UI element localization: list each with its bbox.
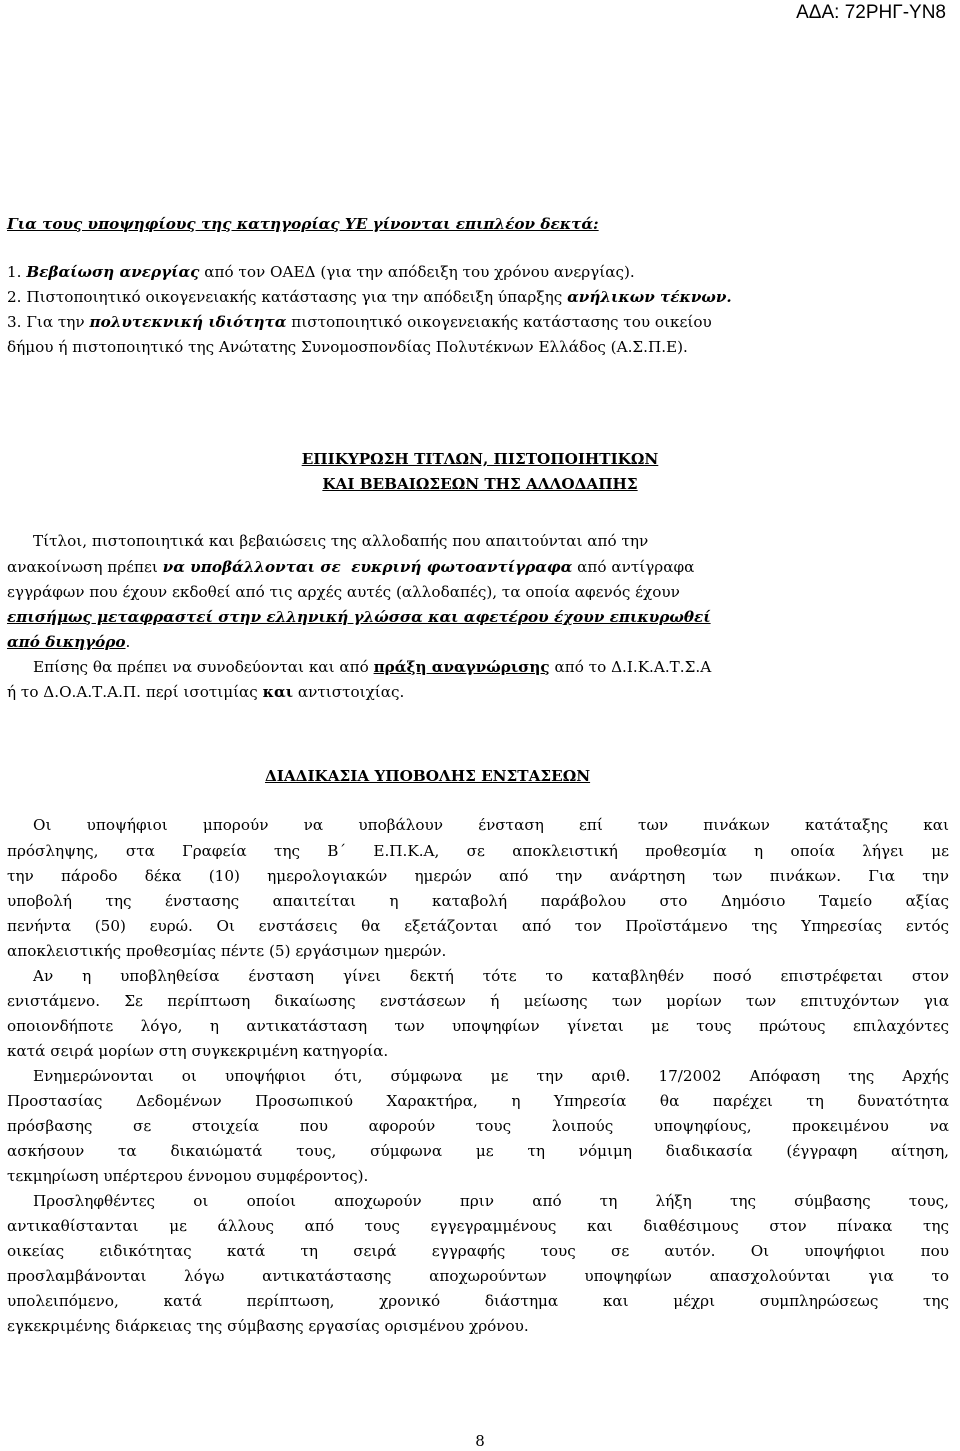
validation-line-2a: ανακοίνωση πρέπει [7, 558, 163, 576]
objections-line: τεκμηρίωση υπέρτερου έννομου συμφέροντος). [7, 1167, 369, 1185]
validation-line-2b: να υποβάλλονται σε ευκρινή φωτοαντίγραφα [162, 558, 573, 576]
objections-line: προσλαμβάνονται λόγω αντικατάστασης αποχωρούντων υποψηφίων απασχολούνται για το [7, 1267, 949, 1285]
ye-item-2-num: 2. [7, 288, 27, 306]
validation-line-7c: αντιστοιχίας. [293, 683, 405, 701]
objections-line: Προστασίας Δεδομένων Προσωπικού Χαρακτήρα, η Υπηρεσία θα παρέχει τη δυνατότητα [7, 1092, 949, 1110]
objections-line: την πάροδο δέκα (10) ημερολογιακών ημερών από την ανάρτηση των πινάκων. Για την [7, 867, 949, 885]
validation-line-4: επισήμως μεταφραστεί στην ελληνική γλώσσα και αφετέρου έχουν επικυρωθεί [7, 608, 711, 626]
objections-title: ΔΙΑΔΙΚΑΣΙΑ ΥΠΟΒΟΛΗΣ ΕΝΣΤΑΣΕΩΝ [265, 767, 591, 785]
validation-line-1: Τίτλοι, πιστοποιητικά και βεβαιώσεις της αλλοδαπής που απαιτούνται από την [33, 532, 649, 550]
ye-item-1 [7, 260, 635, 284]
ye-item-1-num: 1. [7, 263, 27, 281]
validation-line-2 [7, 555, 694, 579]
validation-line-6b: πράξη αναγνώρισης [373, 658, 550, 676]
validation-line-5 [7, 630, 130, 654]
ye-item-1-rest: από τον ΟΑΕΔ (για την απόδειξη του χρόνου ανεργίας). [199, 263, 635, 281]
objections-line: Προσληφθέντες οι οποίοι αποχωρούν πριν από τη λήξη της σύμβασης τους, [33, 1192, 949, 1210]
objections-line: ενιστάμενο. Σε περίπτωση δικαίωσης ενστάσεων ή μείωσης των μορίων των επιτυχόντων για [7, 992, 949, 1010]
validation-line-2c: από αντίγραφα [572, 558, 695, 576]
validation-line-3: εγγράφων που έχουν εκδοθεί από τις αρχές αυτές (αλλοδαπές), τα οποία αφενός έχουν [7, 583, 680, 601]
validation-line-5-bold: από δικηγόρο [7, 633, 126, 651]
objections-line: αντικαθίστανται με άλλους από τους εγγεγραμμένους και διαθέσιμους στον πίνακα της [7, 1217, 949, 1235]
objections-line: Οι υποψήφιοι μπορούν να υποβάλουν ένσταση επί των πινάκων κατάταξης και [33, 816, 949, 834]
ye-item-1-bold: Βεβαίωση ανεργίας [26, 263, 200, 281]
ye-item-2-bold: ανήλικων τέκνων. [567, 288, 732, 306]
objections-line: αποκλειστικής προθεσμίας πέντε (5) εργάσιμων ημερών. [7, 942, 447, 960]
ada-code: ΑΔΑ: 72ΡΗΓ-ΥΝ8 [796, 2, 946, 23]
validation-line-5-dot: . [125, 633, 131, 651]
objections-line: πενήντα (50) ευρώ. Οι ενστάσεις θα εξετάζονται από τον Προϊστάμενο της Υπηρεσίας εντός [7, 917, 949, 935]
ye-item-3-bold: πολυτεκνική ιδιότητα [89, 313, 287, 331]
validation-line-6 [33, 655, 711, 679]
ye-item-3-rest1: πιστοποιητικό οικογενειακής κατάστασης του οικείου [286, 313, 712, 331]
objections-line: υποβολή της ένστασης απαιτείται η καταβολή παράβολου στο Δημόσιο Ταμείο αξίας [7, 892, 949, 910]
validation-line-6a: Επίσης θα πρέπει να συνοδεύονται και από [33, 658, 374, 676]
objections-line: οποιονδήποτε λόγο, η αντικατάσταση των υποψηφίων γίνεται με τους πρώτους επιλαχόντες [7, 1017, 949, 1035]
validation-line-7a: ή το Δ.Ο.Α.Τ.Α.Π. περί ισοτιμίας [7, 683, 263, 701]
validation-line-7 [7, 680, 404, 704]
objections-line: Ενημερώνονται οι υποψήφιοι ότι, σύμφωνα με την αριθ. 17/2002 Απόφαση της Αρχής [33, 1067, 949, 1085]
validation-title-2: ΚΑΙ ΒΕΒΑΙΩΣΕΩΝ ΤΗΣ ΑΛΛΟΔΑΠΗΣ [322, 475, 638, 493]
validation-line-7b: και [262, 683, 294, 701]
ye-item-3-pre: Για την [26, 313, 90, 331]
ye-item-3-num: 3. [7, 313, 27, 331]
page-number: 8 [475, 1432, 485, 1450]
objections-line: πρόσβασης σε στοιχεία που αφορούν τους λοιπούς υποψηφίους, προκειμένου να [7, 1117, 949, 1135]
ye-item-3 [7, 310, 712, 334]
ye-item-2 [7, 285, 732, 309]
objections-line: Αν η υποβληθείσα ένσταση γίνει δεκτή τότε το καταβληθέν ποσό επιστρέφεται στον [33, 967, 949, 985]
validation-line-6c: από το Δ.Ι.Κ.Α.Τ.Σ.Α [549, 658, 712, 676]
objections-line: ασκήσουν τα δικαιώματά τους, σύμφωνα με τη νόμιμη διαδικασία (έγγραφη αίτηση, [7, 1142, 949, 1160]
ye-item-2-text: Πιστοποιητικό οικογενειακής κατάστασης για την απόδειξη ύπαρξης [26, 288, 568, 306]
objections-line: πρόσληψης, στα Γραφεία της Β΄ Ε.Π.Κ.Α, σε αποκλειστική προθεσμία η οποία λήγει με [7, 842, 949, 860]
objections-line: κατά σειρά μορίων στη συγκεκριμένη κατηγορία. [7, 1042, 389, 1060]
validation-title-1: ΕΠΙΚΥΡΩΣΗ ΤΙΤΛΩΝ, ΠΙΣΤΟΠΟΙΗΤΙΚΩΝ [301, 450, 659, 468]
objections-line: εγκεκριμένης διάρκειας της σύμβασης εργασίας ορισμένου χρόνου. [7, 1317, 529, 1335]
objections-line: υπολειπόμενο, κατά περίπτωση, χρονικό διάστημα και μέχρι συμπληρώσεως της [7, 1292, 949, 1310]
objections-line: οικείας ειδικότητας κατά τη σειρά εγγραφής τους σε αυτόν. Οι υποψήφιοι που [7, 1242, 949, 1260]
ye-item-3-line2: δήμου ή πιστοποιητικό της Ανώτατης Συνομοσπονδίας Πολυτέκνων Ελλάδος (Α.Σ.Π.Ε). [7, 338, 688, 356]
ye-heading: Για τους υποψηφίους της κατηγορίας ΥΕ γίνονται επιπλέον δεκτά: [7, 215, 599, 233]
